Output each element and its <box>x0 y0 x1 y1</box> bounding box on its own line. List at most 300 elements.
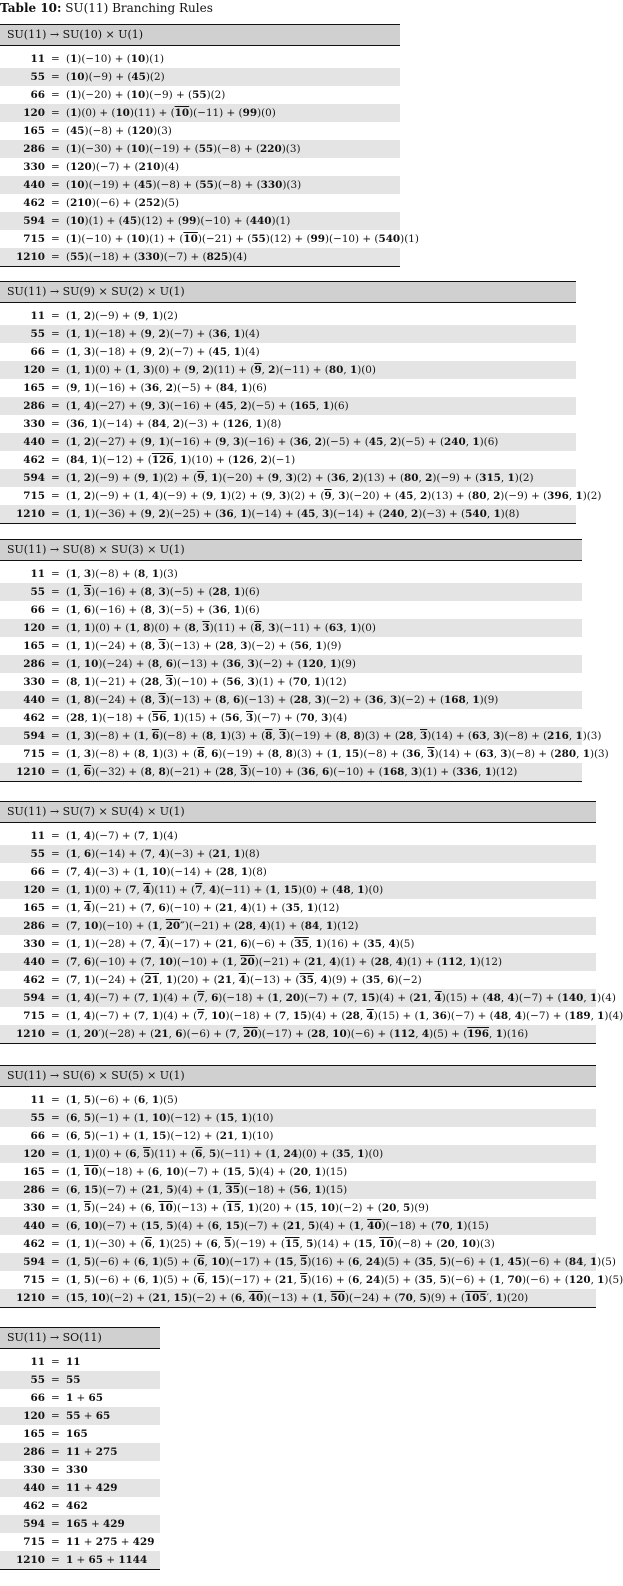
rep-dimension: 440 <box>23 694 45 706</box>
table-row <box>0 1425 160 1443</box>
equals-sign: = <box>51 436 60 448</box>
rep-dimension: 286 <box>23 1184 45 1196</box>
branching-decomposition: (1, 1)(−18) + (9, 2)(−7) + (36, 1)(4) <box>66 328 260 340</box>
table-row <box>0 673 582 691</box>
table-row <box>0 1007 623 1025</box>
branching-table-su10 <box>0 24 419 267</box>
equals-sign: = <box>51 1256 60 1268</box>
table-row <box>0 655 582 673</box>
table-row <box>0 583 582 601</box>
equals-sign: = <box>51 215 60 227</box>
table-bottom-rule <box>0 1569 160 1570</box>
table-row <box>0 1163 596 1181</box>
rep-dimension: 1210 <box>16 1292 45 1304</box>
equals-sign: = <box>51 382 60 394</box>
branching-decomposition: 11 + 275 + 429 <box>66 1536 155 1548</box>
branching-decomposition: (9, 1)(−16) + (36, 2)(−5) + (84, 1)(6) <box>66 382 267 394</box>
branching-decomposition: (1, 1)(0) + (1, 8)(0) + (8, 3)(11) + (8, 3)(−11) + (63, 1)(0) <box>66 622 376 634</box>
branching-decomposition: (1, 6)(−32) + (8, 8)(−21) + (28, 3)(−10) + (36, 6)(−10) + (168, 3)(1) + (336, 1)(12) <box>66 766 518 778</box>
table-row <box>0 1443 160 1461</box>
branching-decomposition: (6, 15)(−7) + (21, 5)(4) + (1, 35)(−18) + (56, 1)(15) <box>66 1184 348 1196</box>
branching-decomposition: (1, 1)(−36) + (9, 2)(−25) + (36, 1)(−14) + (45, 3)(−14) + (240, 2)(−3) + (540, 1)(8) <box>66 508 520 520</box>
equals-sign: = <box>51 472 60 484</box>
branching-decomposition: (1, 1)(−30) + (6, 1)(25) + (6, 5)(−19) + (15, 5)(14) + (15, 10)(−8) + (20, 10)(3) <box>66 1238 495 1250</box>
table-row <box>0 745 609 763</box>
rep-dimension: 1210 <box>16 766 45 778</box>
table-row <box>0 763 582 781</box>
rep-dimension: 165 <box>23 902 45 914</box>
rep-dimension: 11 <box>30 568 45 580</box>
rep-dimension: 55 <box>30 1374 45 1386</box>
table-row <box>0 565 582 583</box>
rep-dimension: 165 <box>23 1166 45 1178</box>
equals-sign: = <box>51 1518 60 1530</box>
branching-decomposition: 55 <box>66 1374 81 1386</box>
rep-dimension: 440 <box>23 436 45 448</box>
table-row <box>0 212 400 230</box>
rep-dimension: 120 <box>23 884 45 896</box>
table-row <box>0 1145 596 1163</box>
equals-sign: = <box>51 107 60 119</box>
rep-dimension: 55 <box>30 328 45 340</box>
rep-dimension: 55 <box>30 848 45 860</box>
branching-decomposition: 11 <box>66 1356 81 1368</box>
branching-decomposition: (84, 1)(−12) + (126, 1)(10) + (126, 2)(−1) <box>66 454 296 466</box>
table-row <box>0 433 576 451</box>
equals-sign: = <box>51 346 60 358</box>
rep-dimension: 715 <box>23 490 45 502</box>
equals-sign: = <box>51 568 60 580</box>
branching-decomposition: (1, 3)(−8) + (1, 6)(−8) + (8, 1)(3) + (8, 3)(−19) + (8, 8)(3) + (28, 3)(14) + (63, 3)(−8) + (216, 1)(3) <box>66 730 602 742</box>
branching-decomposition: 11 + 429 <box>66 1482 118 1494</box>
equals-sign: = <box>51 1112 60 1124</box>
rep-dimension: 11 <box>30 1094 45 1106</box>
branching-decomposition: (210)(−6) + (252)(5) <box>66 197 180 209</box>
table-bottom-rule <box>0 523 576 524</box>
branching-decomposition: (8, 1)(−21) + (28, 3)(−10) + (56, 3)(1) + (70, 1)(12) <box>66 676 347 688</box>
rep-dimension: 594 <box>23 1256 45 1268</box>
rep-dimension: 165 <box>23 382 45 394</box>
equals-sign: = <box>51 143 60 155</box>
caption-label: Table 10: <box>0 1 62 15</box>
rep-dimension: 715 <box>23 1536 45 1548</box>
rep-dimension: 715 <box>23 748 45 760</box>
table-row <box>0 1253 616 1271</box>
equals-sign: = <box>51 1374 60 1386</box>
branching-decomposition: 165 + 429 <box>66 1518 125 1530</box>
rep-dimension: 1210 <box>16 508 45 520</box>
branching-decomposition: (1, 6)(−16) + (8, 3)(−5) + (36, 1)(6) <box>66 604 260 616</box>
rep-dimension: 286 <box>23 143 45 155</box>
equals-sign: = <box>51 1274 60 1286</box>
equals-sign: = <box>51 125 60 137</box>
table-row <box>0 397 576 415</box>
table-row <box>0 1235 596 1253</box>
branching-decomposition: (1)(0) + (10)(11) + (10)(−11) + (99)(0) <box>66 107 276 119</box>
equals-sign: = <box>51 866 60 878</box>
rep-dimension: 1210 <box>16 1028 45 1040</box>
rep-dimension: 462 <box>23 1500 45 1512</box>
table-header: SU(11) → SU(6) × SU(5) × U(1) <box>0 1065 596 1087</box>
branching-decomposition: (7, 6)(−10) + (7, 10)(−10) + (1, 20)(−21) + (21, 4)(1) + (28, 4)(1) + (112, 1)(12) <box>66 956 503 968</box>
table-row <box>0 86 400 104</box>
branching-decomposition: (1, 3)(−8) + (8, 1)(3) + (8, 6)(−19) + (8, 8)(3) + (1, 15)(−8) + (36, 3)(14) + (63, 3)(−8) + (280, 1)(3) <box>66 748 609 760</box>
rep-dimension: 440 <box>23 956 45 968</box>
branching-decomposition: (45)(−8) + (120)(3) <box>66 125 172 137</box>
table-row <box>0 1091 596 1109</box>
equals-sign: = <box>51 400 60 412</box>
rep-dimension: 594 <box>23 472 45 484</box>
table-row <box>0 122 400 140</box>
equals-sign: = <box>51 992 60 1004</box>
branching-decomposition: (1, 5)(−6) + (6, 1)(5) + (6, 10)(−17) + (15, 5)(16) + (6, 24)(5) + (35, 5)(−6) + (1, 45)(−6) + (84, 1)(5) <box>66 1256 616 1268</box>
rep-dimension: 330 <box>23 938 45 950</box>
rep-dimension: 462 <box>23 974 45 986</box>
table-bottom-rule <box>0 1307 596 1308</box>
table-row <box>0 230 419 248</box>
equals-sign: = <box>51 848 60 860</box>
equals-sign: = <box>51 454 60 466</box>
equals-sign: = <box>51 71 60 83</box>
table-row <box>0 1271 623 1289</box>
branching-decomposition: (1, 2)(−27) + (9, 1)(−16) + (9, 3)(−16) + (36, 2)(−5) + (45, 2)(−5) + (240, 1)(6) <box>66 436 499 448</box>
branching-decomposition: (1, 1)(−28) + (7, 4)(−17) + (21, 6)(−6) + (35, 1)(16) + (35, 4)(5) <box>66 938 415 950</box>
rep-dimension: 440 <box>23 179 45 191</box>
table-row <box>0 637 582 655</box>
branching-decomposition: (1, 10)(−24) + (8, 6)(−13) + (36, 3)(−2) + (120, 1)(9) <box>66 658 356 670</box>
table-row <box>0 827 596 845</box>
table-row <box>0 881 596 899</box>
branching-decomposition: (1, 1)(0) + (7, 4)(11) + (7, 4)(−11) + (1, 15)(0) + (48, 1)(0) <box>66 884 384 896</box>
table-row <box>0 379 576 397</box>
table-row <box>0 487 602 505</box>
equals-sign: = <box>51 676 60 688</box>
equals-sign: = <box>51 748 60 760</box>
branching-decomposition: (1, 5)(−6) + (6, 1)(5) <box>66 1094 178 1106</box>
branching-decomposition: (36, 1)(−14) + (84, 2)(−3) + (126, 1)(8) <box>66 418 282 430</box>
rep-dimension: 55 <box>30 1112 45 1124</box>
table-header: SU(11) → SU(7) × SU(4) × U(1) <box>0 801 596 823</box>
rep-dimension: 462 <box>23 712 45 724</box>
rep-dimension: 11 <box>30 53 45 65</box>
branching-table-su8-su3 <box>0 539 609 782</box>
branching-decomposition: (1, 1)(0) + (6, 5)(11) + (6, 5)(−11) + (1, 24)(0) + (35, 1)(0) <box>66 1148 384 1160</box>
branching-decomposition: (1, 8)(−24) + (8, 3)(−13) + (8, 6)(−13) + (28, 3)(−2) + (36, 3)(−2) + (168, 1)(9) <box>66 694 499 706</box>
branching-decomposition: (7, 10)(−10) + (1, 20″)(−21) + (28, 4)(1) + (84, 1)(12) <box>66 920 359 932</box>
rep-dimension: 594 <box>23 730 45 742</box>
rep-dimension: 11 <box>30 830 45 842</box>
table-row <box>0 1497 160 1515</box>
rep-dimension: 462 <box>23 454 45 466</box>
table-row <box>0 709 582 727</box>
rep-dimension: 120 <box>23 622 45 634</box>
table-row <box>0 1025 596 1043</box>
table-row <box>0 361 576 379</box>
rep-dimension: 462 <box>23 1238 45 1250</box>
table-header: SU(11) → SU(9) × SU(2) × U(1) <box>0 281 576 303</box>
table-row <box>0 1181 596 1199</box>
branching-decomposition: (1, 4)(−7) + (7, 1)(4) <box>66 830 178 842</box>
table-row <box>0 1199 596 1217</box>
equals-sign: = <box>51 1028 60 1040</box>
table-row <box>0 845 596 863</box>
branching-decomposition: (10)(−9) + (45)(2) <box>66 71 165 83</box>
rep-dimension: 165 <box>23 640 45 652</box>
rep-dimension: 715 <box>23 233 45 245</box>
branching-decomposition: (1, 1)(−24) + (8, 3)(−13) + (28, 3)(−2) + (56, 1)(9) <box>66 640 342 652</box>
table-row <box>0 1289 596 1307</box>
equals-sign: = <box>51 1166 60 1178</box>
rep-dimension: 286 <box>23 1446 45 1458</box>
rep-dimension: 66 <box>30 866 45 878</box>
branching-decomposition: (1, 4)(−21) + (7, 6)(−10) + (21, 4)(1) + (35, 1)(12) <box>66 902 340 914</box>
rep-dimension: 1210 <box>16 1554 45 1566</box>
rep-dimension: 120 <box>23 1148 45 1160</box>
branching-decomposition: (1, 2)(−9) + (9, 1)(2) <box>66 310 178 322</box>
rep-dimension: 120 <box>23 107 45 119</box>
table-row <box>0 104 400 122</box>
equals-sign: = <box>51 1428 60 1440</box>
equals-sign: = <box>51 920 60 932</box>
equals-sign: = <box>51 586 60 598</box>
branching-decomposition: (1, 5)(−24) + (6, 10)(−13) + (15, 1)(20) + (15, 10)(−2) + (20, 5)(9) <box>66 1202 429 1214</box>
branching-decomposition: 330 <box>66 1464 88 1476</box>
branching-decomposition: (1, 4)(−7) + (7, 1)(4) + (7, 10)(−18) + (7, 15)(4) + (28, 4)(15) + (1, 36)(−7) + (48, 4)(−7) + (189, 1)(4) <box>66 1010 623 1022</box>
rep-dimension: 330 <box>23 418 45 430</box>
branching-decomposition: (1, 5)(−6) + (6, 1)(5) + (6, 15)(−17) + (21, 5)(16) + (6, 24)(5) + (35, 5)(−6) + (1, 70)(−6) + (120, 1)(5) <box>66 1274 623 1286</box>
rep-dimension: 715 <box>23 1010 45 1022</box>
table-row <box>0 1109 596 1127</box>
rep-dimension: 594 <box>23 992 45 1004</box>
table-bottom-rule <box>0 266 400 267</box>
branching-table-su9-su2 <box>0 281 602 524</box>
equals-sign: = <box>51 310 60 322</box>
table-row <box>0 601 582 619</box>
equals-sign: = <box>51 1010 60 1022</box>
branching-decomposition: (1, 20′)(−28) + (21, 6)(−6) + (7, 20)(−17) + (28, 10)(−6) + (112, 4)(5) + (196, 1)(16) <box>66 1028 529 1040</box>
branching-decomposition: (1)(−10) + (10)(1) + (10)(−21) + (55)(12) + (99)(−10) + (540)(1) <box>66 233 419 245</box>
equals-sign: = <box>51 938 60 950</box>
table-row <box>0 158 400 176</box>
equals-sign: = <box>51 490 60 502</box>
equals-sign: = <box>51 1500 60 1512</box>
rep-dimension: 165 <box>23 1428 45 1440</box>
branching-decomposition: (6, 5)(−1) + (1, 15)(−12) + (21, 1)(10) <box>66 1130 274 1142</box>
equals-sign: = <box>51 1536 60 1548</box>
table-row <box>0 1127 596 1145</box>
branching-decomposition: (1)(−20) + (10)(−9) + (55)(2) <box>66 89 226 101</box>
table-row <box>0 325 576 343</box>
rep-dimension: 11 <box>30 1356 45 1368</box>
branching-decomposition: 1 + 65 + 1144 <box>66 1554 148 1566</box>
table-row <box>0 1217 596 1235</box>
equals-sign: = <box>51 1202 60 1214</box>
equals-sign: = <box>51 508 60 520</box>
table-row <box>0 140 400 158</box>
rep-dimension: 55 <box>30 586 45 598</box>
table-caption <box>0 1 213 15</box>
rep-dimension: 330 <box>23 161 45 173</box>
equals-sign: = <box>51 1094 60 1106</box>
table-row <box>0 1461 160 1479</box>
rep-dimension: 440 <box>23 1220 45 1232</box>
table-row <box>0 727 602 745</box>
rep-dimension: 462 <box>23 197 45 209</box>
table-header: SU(11) → SU(10) × U(1) <box>0 24 400 46</box>
equals-sign: = <box>51 974 60 986</box>
branching-table-so11 <box>0 1327 160 1570</box>
branching-decomposition: 1 + 65 <box>66 1392 104 1404</box>
equals-sign: = <box>51 1292 60 1304</box>
branching-decomposition: 165 <box>66 1428 88 1440</box>
equals-sign: = <box>51 1130 60 1142</box>
rep-dimension: 330 <box>23 1464 45 1476</box>
branching-decomposition: (1)(−10) + (10)(1) <box>66 53 165 65</box>
equals-sign: = <box>51 161 60 173</box>
branching-decomposition: (1, 1)(0) + (1, 3)(0) + (9, 2)(11) + (9, 2)(−11) + (80, 1)(0) <box>66 364 376 376</box>
branching-table-su7-su4 <box>0 801 623 1044</box>
rep-dimension: 66 <box>30 604 45 616</box>
table-row <box>0 917 596 935</box>
equals-sign: = <box>51 1184 60 1196</box>
table-row <box>0 619 582 637</box>
table-row <box>0 194 400 212</box>
equals-sign: = <box>51 328 60 340</box>
branching-decomposition: (1, 10)(−18) + (6, 10)(−7) + (15, 5)(4) + (20, 1)(15) <box>66 1166 348 1178</box>
rep-dimension: 440 <box>23 1482 45 1494</box>
equals-sign: = <box>51 1554 60 1566</box>
rep-dimension: 330 <box>23 676 45 688</box>
equals-sign: = <box>51 1482 60 1494</box>
rep-dimension: 66 <box>30 1130 45 1142</box>
equals-sign: = <box>51 197 60 209</box>
rep-dimension: 286 <box>23 400 45 412</box>
branching-decomposition: (120)(−7) + (210)(4) <box>66 161 180 173</box>
table-row <box>0 68 400 86</box>
table-row <box>0 1515 160 1533</box>
equals-sign: = <box>51 1220 60 1232</box>
equals-sign: = <box>51 364 60 376</box>
table-row <box>0 1551 160 1569</box>
equals-sign: = <box>51 730 60 742</box>
equals-sign: = <box>51 766 60 778</box>
rep-dimension: 715 <box>23 1274 45 1286</box>
equals-sign: = <box>51 1356 60 1368</box>
branching-decomposition: (1, 4)(−7) + (7, 1)(4) + (7, 6)(−18) + (1, 20)(−7) + (7, 15)(4) + (21, 4)(15) + (48, 4)(−7) + (140, 1)(4) <box>66 992 616 1004</box>
table-row <box>0 248 400 266</box>
branching-decomposition: (1, 6)(−14) + (7, 4)(−3) + (21, 1)(8) <box>66 848 260 860</box>
table-header: SU(11) → SU(8) × SU(3) × U(1) <box>0 539 582 561</box>
rep-dimension: 330 <box>23 1202 45 1214</box>
table-row <box>0 935 596 953</box>
equals-sign: = <box>51 1446 60 1458</box>
branching-decomposition: (10)(−19) + (45)(−8) + (55)(−8) + (330)(3) <box>66 179 302 191</box>
branching-decomposition: 11 + 275 <box>66 1446 118 1458</box>
branching-decomposition: 55 + 65 <box>66 1410 111 1422</box>
table-row <box>0 1371 160 1389</box>
table-row <box>0 505 576 523</box>
branching-decomposition: (6, 10)(−7) + (15, 5)(4) + (6, 15)(−7) + (21, 5)(4) + (1, 40)(−18) + (70, 1)(15) <box>66 1220 489 1232</box>
equals-sign: = <box>51 956 60 968</box>
equals-sign: = <box>51 1464 60 1476</box>
rep-dimension: 594 <box>23 1518 45 1530</box>
branching-decomposition: (15, 10)(−2) + (21, 15)(−2) + (6, 40)(−13) + (1, 50)(−24) + (70, 5)(9) + (105′, 1)(20) <box>66 1292 529 1304</box>
equals-sign: = <box>51 604 60 616</box>
rep-dimension: 11 <box>30 310 45 322</box>
equals-sign: = <box>51 712 60 724</box>
table-row <box>0 953 596 971</box>
branching-decomposition: 462 <box>66 1500 88 1512</box>
equals-sign: = <box>51 884 60 896</box>
branching-decomposition: (6, 5)(−1) + (1, 10)(−12) + (15, 1)(10) <box>66 1112 274 1124</box>
table-bottom-rule <box>0 1043 596 1044</box>
table-row <box>0 469 576 487</box>
table-row <box>0 415 576 433</box>
table-row <box>0 176 400 194</box>
table-row <box>0 1479 160 1497</box>
rep-dimension: 66 <box>30 346 45 358</box>
branching-decomposition: (28, 1)(−18) + (56, 1)(15) + (56, 3)(−7) + (70, 3)(4) <box>66 712 348 724</box>
equals-sign: = <box>51 233 60 245</box>
table-row <box>0 971 596 989</box>
equals-sign: = <box>51 640 60 652</box>
equals-sign: = <box>51 694 60 706</box>
rep-dimension: 120 <box>23 364 45 376</box>
rep-dimension: 286 <box>23 658 45 670</box>
branching-decomposition: (7, 1)(−24) + (21, 1)(20) + (21, 4)(−13) + (35, 4)(9) + (35, 6)(−2) <box>66 974 422 986</box>
equals-sign: = <box>51 1148 60 1160</box>
branching-decomposition: (1, 2)(−9) + (1, 4)(−9) + (9, 1)(2) + (9, 3)(2) + (9, 3)(−20) + (45, 2)(13) + (80, 2)(−9) + (396, 1)(2) <box>66 490 602 502</box>
equals-sign: = <box>51 622 60 634</box>
rep-dimension: 55 <box>30 71 45 83</box>
equals-sign: = <box>51 53 60 65</box>
equals-sign: = <box>51 1392 60 1404</box>
branching-table-su6-su5 <box>0 1065 623 1308</box>
equals-sign: = <box>51 1238 60 1250</box>
equals-sign: = <box>51 902 60 914</box>
branching-decomposition: (7, 4)(−3) + (1, 10)(−14) + (28, 1)(8) <box>66 866 267 878</box>
branching-decomposition: (1, 2)(−9) + (9, 1)(2) + (9, 1)(−20) + (9, 3)(2) + (36, 2)(13) + (80, 2)(−9) + (315, 1)(2) <box>66 472 534 484</box>
equals-sign: = <box>51 1410 60 1422</box>
caption-text: SU(11) Branching Rules <box>65 1 213 15</box>
table-row <box>0 307 576 325</box>
table-row <box>0 1353 160 1371</box>
branching-decomposition: (55)(−18) + (330)(−7) + (825)(4) <box>66 251 248 263</box>
rep-dimension: 66 <box>30 1392 45 1404</box>
table-row <box>0 691 582 709</box>
branching-decomposition: (1, 3)(−18) + (9, 2)(−7) + (45, 1)(4) <box>66 346 260 358</box>
equals-sign: = <box>51 251 60 263</box>
branching-decomposition: (1, 3)(−16) + (8, 3)(−5) + (28, 1)(6) <box>66 586 260 598</box>
table-row <box>0 899 596 917</box>
rep-dimension: 286 <box>23 920 45 932</box>
table-bottom-rule <box>0 781 582 782</box>
equals-sign: = <box>51 418 60 430</box>
table-header: SU(11) → SO(11) <box>0 1327 160 1349</box>
table-row <box>0 863 596 881</box>
table-row <box>0 1407 160 1425</box>
table-row <box>0 451 576 469</box>
branching-decomposition: (1, 4)(−27) + (9, 3)(−16) + (45, 2)(−5) + (165, 1)(6) <box>66 400 349 412</box>
rep-dimension: 1210 <box>16 251 45 263</box>
branching-decomposition: (1, 3)(−8) + (8, 1)(3) <box>66 568 178 580</box>
table-row <box>0 343 576 361</box>
rep-dimension: 594 <box>23 215 45 227</box>
table-row <box>0 1533 160 1551</box>
equals-sign: = <box>51 658 60 670</box>
branching-decomposition: (1)(−30) + (10)(−19) + (55)(−8) + (220)(3) <box>66 143 301 155</box>
rep-dimension: 66 <box>30 89 45 101</box>
